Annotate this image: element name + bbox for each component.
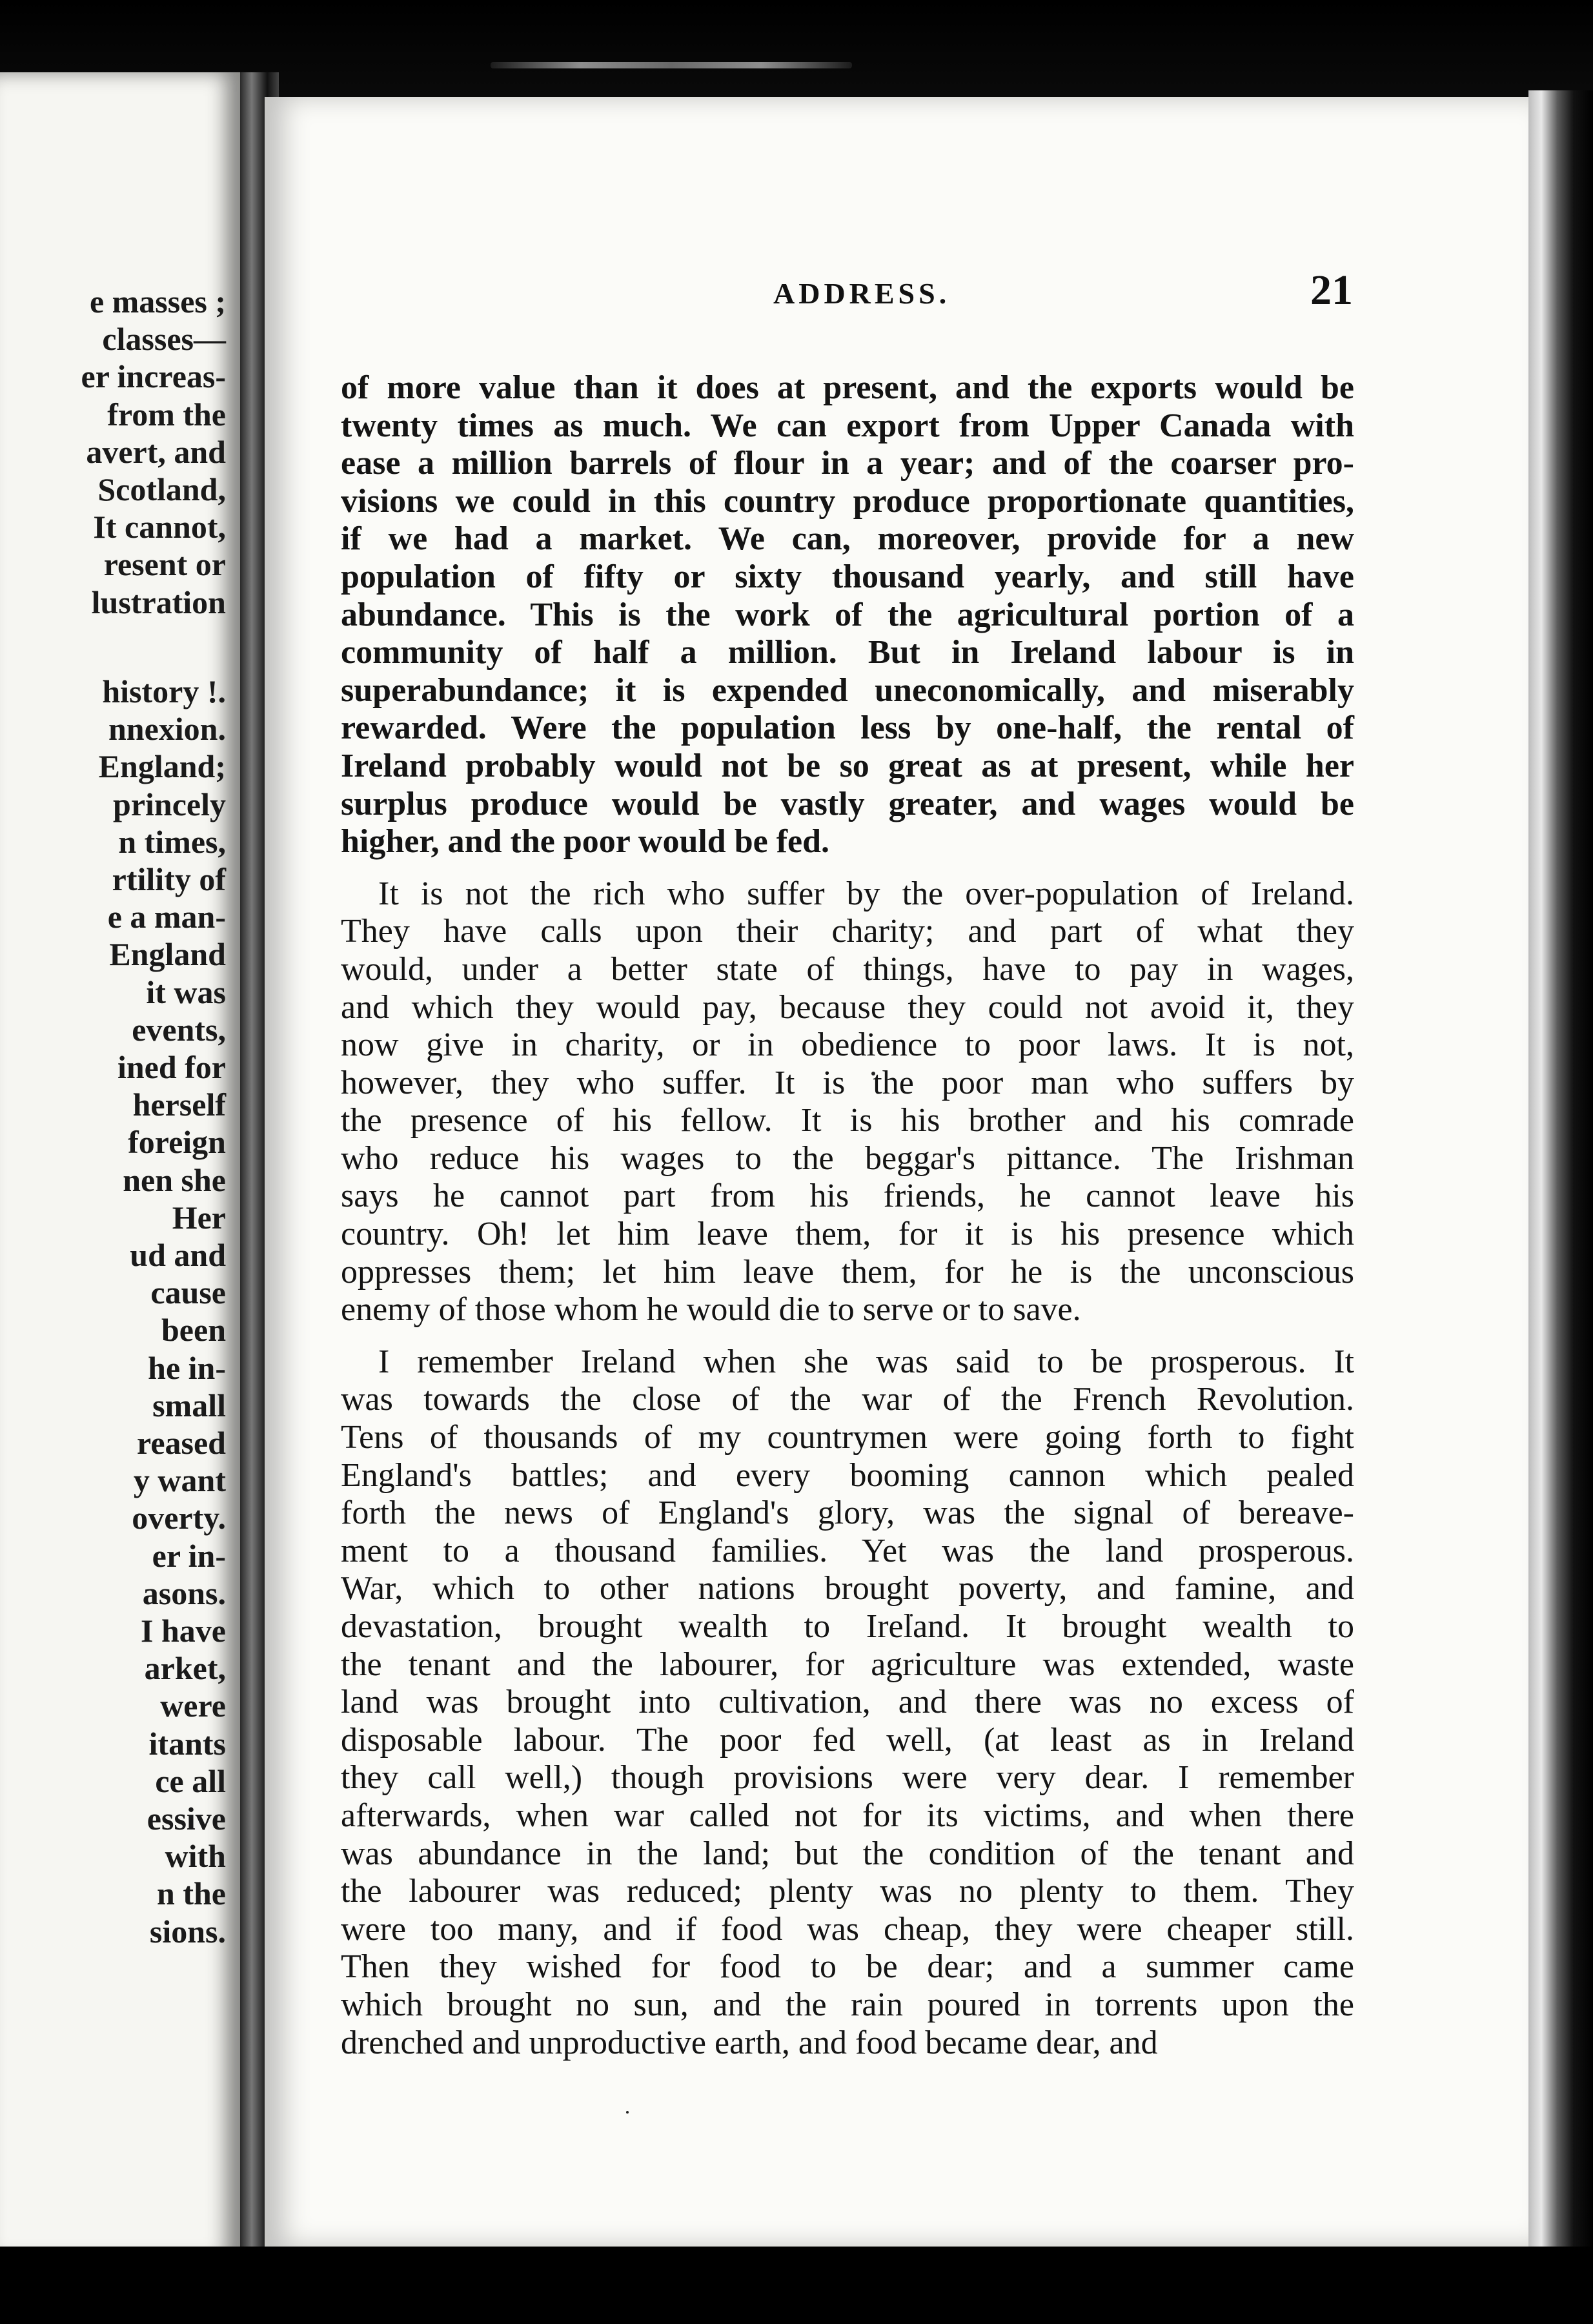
- text-line: War, which to other nations brought poverty, and famine, and: [341, 1570, 1354, 1607]
- left-page-fragment: from the: [107, 396, 226, 433]
- left-page-fragment: were: [160, 1687, 226, 1724]
- text-line: afterwards, when war called not for its victims, and when there: [341, 1797, 1354, 1834]
- left-page-fragment: I have: [141, 1613, 226, 1649]
- left-page-fragment: overty.: [132, 1500, 226, 1536]
- text-line: population of fifty or sixty thousand yearly, and still have: [341, 558, 1354, 595]
- left-page-fragment: nnexion.: [108, 711, 226, 748]
- page-number: 21: [1310, 267, 1353, 314]
- text-line: was abundance in the land; but the condition of the tenant and: [341, 1835, 1354, 1872]
- left-page-fragment: events,: [132, 1011, 226, 1048]
- left-page-fragment: been: [161, 1312, 226, 1349]
- text-line: oppresses them; let him leave them, for he is the unconscious: [341, 1253, 1354, 1290]
- text-line: ease a million barrels of flour in a year; and of the coarser pro-: [341, 445, 1354, 482]
- text-line: the labourer was reduced; plenty was no plenty to them. They: [341, 1873, 1354, 1910]
- left-page-fragment: ined for: [117, 1049, 226, 1085]
- paragraph-2: [341, 875, 1354, 1329]
- text-line: It is not the rich who suffer by the over-population of Ireland.: [378, 875, 1354, 912]
- left-page-fragment: England;: [98, 748, 226, 785]
- left-page-fragment: avert, and: [86, 433, 226, 470]
- text-line: was towards the close of the war of the French Revolution.: [341, 1381, 1354, 1418]
- left-page-fragment: ud and: [130, 1237, 226, 1273]
- text-line: forth the news of England's glory, was the signal of bereave-: [341, 1494, 1354, 1532]
- paragraph-1: [341, 369, 1354, 861]
- scan-bottom-edge: [0, 2247, 1593, 2324]
- text-line: disposable labour. The poor fed well, (at least as in Ireland: [341, 1721, 1354, 1758]
- text-line: abundance. This is the work of the agricultural portion of a: [341, 596, 1354, 633]
- left-page-fragment: It cannot,: [93, 509, 226, 545]
- text-line: however, they who suffer. It is the poor man who suffers by: [341, 1064, 1354, 1101]
- text-line: of more value than it does at present, and the exports would be: [341, 369, 1354, 406]
- left-page-fragment: n times,: [118, 823, 226, 860]
- left-page-fragment: e masses ;: [89, 283, 226, 320]
- left-page-fragment: Scotland,: [97, 471, 226, 507]
- text-line: Tens of thousands of my countrymen were going forth to fight: [341, 1419, 1354, 1456]
- text-line: the tenant and the labourer, for agriculture was extended, waste: [341, 1646, 1354, 1683]
- text-line: if we had a market. We can, moreover, provide for a new: [341, 520, 1354, 558]
- body-text: [341, 369, 1354, 2062]
- left-page-fragment: princely: [113, 786, 226, 822]
- left-page-fragment: asons.: [142, 1575, 226, 1611]
- left-page-fragment: foreign: [128, 1124, 226, 1161]
- text-line: ment to a thousand families. Yet was the land prosperous.: [341, 1532, 1354, 1569]
- text-line: the presence of his fellow. It is his brother and his comrade: [341, 1102, 1354, 1139]
- text-line: would, under a better state of things, have to pay in wages,: [341, 950, 1354, 988]
- text-line: they call well,) though provisions were very dear. I remember: [341, 1759, 1354, 1797]
- left-page-fragment: sions.: [149, 1913, 226, 1950]
- binding-rule: [491, 62, 852, 68]
- page-edge-shadow: [1528, 90, 1593, 2259]
- text-line: Then they wished for food to be dear; and a summer came: [341, 1948, 1354, 1986]
- left-page-fragment: Her: [172, 1199, 226, 1236]
- text-line: twenty times as much. We can export from Upper Canada with: [341, 407, 1354, 444]
- left-page-fragment: lustration: [91, 584, 226, 620]
- left-page-fragment: small: [152, 1387, 226, 1423]
- left-page-fragment: essive: [147, 1800, 226, 1837]
- left-page-fragment: y want: [133, 1462, 226, 1499]
- paragraph-3: [341, 1343, 1354, 2062]
- text-line: superabundance; it is expended uneconomically, and miserably: [341, 671, 1354, 709]
- text-line: says he cannot part from his friends, he cannot leave his: [341, 1177, 1354, 1215]
- left-page-fragment: it was: [146, 973, 226, 1010]
- left-page-fragment: ce all: [155, 1762, 226, 1799]
- text-line: which brought no sun, and the rain poured in torrents upon the: [341, 1986, 1354, 2023]
- text-line: They have calls upon their charity; and part of what they: [341, 913, 1354, 950]
- text-line: Ireland probably would not be so great as at present, while her: [341, 747, 1354, 784]
- text-line: who reduce his wages to the beggar's pittance. The Irishman: [341, 1139, 1354, 1177]
- left-page-fragment: with: [165, 1838, 226, 1875]
- left-page-fragment: history !.: [102, 673, 226, 709]
- left-page-fragment: arket,: [144, 1650, 226, 1687]
- text-line: drenched and unproductive earth, and food became dear, and: [341, 2024, 1158, 2061]
- text-line: surplus produce would be vastly greater, and wages would be: [341, 785, 1354, 822]
- left-page-fragment: rtility of: [112, 861, 226, 897]
- text-line: enemy of those whom he would die to serve or to save.: [341, 1291, 1081, 1329]
- left-page-fragment: itants: [148, 1725, 226, 1762]
- text-line: country. Oh! let him leave them, for it is his presence which: [341, 1216, 1354, 1253]
- text-line: community of half a million. But in Ireland labour is in: [341, 634, 1354, 671]
- text-line: visions we could in this country produce proportionate quantities,: [341, 482, 1354, 520]
- left-page-fragment: er in-: [152, 1537, 226, 1574]
- left-page-fragment: n the: [157, 1875, 226, 1912]
- text-line: and which they would pay, because they could not avoid it, they: [341, 988, 1354, 1026]
- text-line: land was brought into cultivation, and there was no excess of: [341, 1684, 1354, 1721]
- text-line: were too many, and if food was cheap, they were cheaper still.: [341, 1910, 1354, 1948]
- text-line: England's battles; and every booming cannon which pealed: [341, 1456, 1354, 1494]
- text-line: I remember Ireland when she was said to be prosperous. It: [378, 1343, 1354, 1380]
- text-line: now give in charity, or in obedience to poor laws. It is not,: [341, 1026, 1354, 1064]
- left-page-fragment: England: [109, 936, 226, 973]
- left-page-fragment: resent or: [103, 546, 226, 583]
- left-page-fragment: e a man-: [107, 899, 226, 935]
- text-line: rewarded. Were the population less by one-half, the rental of: [341, 709, 1354, 747]
- running-head: ADDRESS.: [773, 277, 951, 310]
- left-page-fragment: herself: [132, 1086, 226, 1123]
- text-line: higher, and the poor would be fed.: [341, 823, 830, 861]
- left-page-fragment: classes—: [102, 321, 226, 358]
- left-page-fragment: he in-: [148, 1349, 226, 1386]
- left-page-fragment: nen she: [123, 1161, 226, 1198]
- left-page-fragment: reased: [137, 1425, 226, 1461]
- text-line: devastation, brought wealth to Ireland. It brought wealth to: [341, 1608, 1354, 1645]
- left-facing-page: [0, 72, 240, 2261]
- ink-speck: [626, 2111, 629, 2114]
- left-page-fragment: cause: [150, 1274, 226, 1311]
- left-page-fragment: er increas-: [81, 358, 226, 395]
